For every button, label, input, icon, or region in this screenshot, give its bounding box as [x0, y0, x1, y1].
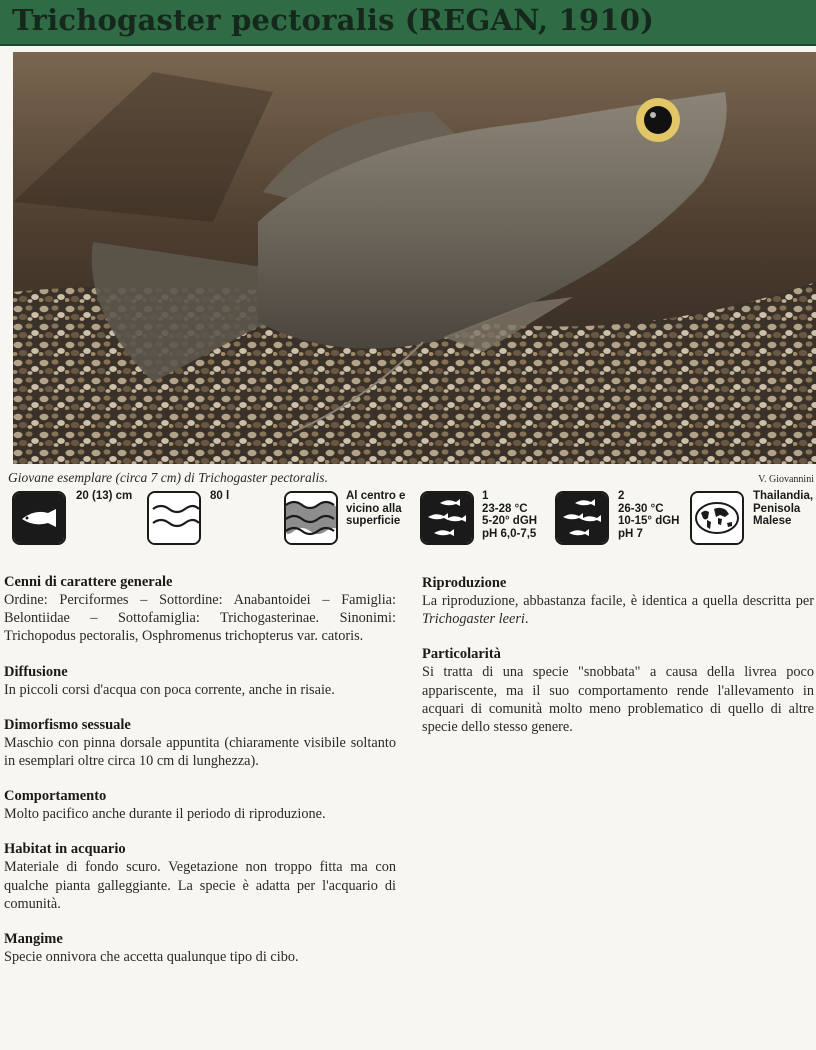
- section-heading: Cenni di carattere generale: [4, 574, 173, 590]
- section-heading: Dimorfismo sessuale: [4, 716, 131, 733]
- section-dimorphism: [4, 716, 396, 770]
- section-reproduction: [422, 574, 814, 628]
- section-text: Molto pacifico anche durante il periodo di riproduzione.: [4, 806, 326, 823]
- info-line: 23-28 °C: [482, 502, 528, 515]
- section-heading: Mangime: [4, 931, 63, 948]
- section-heading: Diffusione: [4, 663, 68, 680]
- section-food: [4, 930, 396, 966]
- species-name: Trichogaster leeri: [422, 611, 525, 628]
- section-heading: Comportamento: [4, 788, 107, 805]
- aquarium-volume-icon: [147, 491, 201, 545]
- section-peculiarities: [422, 645, 814, 736]
- left-column: [4, 573, 396, 983]
- text-suffix: .: [524, 611, 529, 628]
- info-line: 20 (13) cm: [76, 490, 133, 502]
- section-habitat: [4, 840, 396, 913]
- info-line: Thailandia,: [753, 490, 814, 502]
- info-line: 10-15° dGH: [618, 515, 680, 527]
- section-text: Maschio con pinna dorsale appuntita (chiaramente visibile soltanto in esemplari oltre circa 10 cm di lunghezza).: [4, 734, 396, 770]
- title-bar: [0, 0, 816, 46]
- section-text: Specie onnivora che accetta qualunque tipo di cibo.: [4, 949, 299, 966]
- section-text: Ordine: Perciformes – Sottordine: Anabantoidei – Famiglia: Belontiidae – Sottofamiglia: Trichogasterinae. Sinonimi: Trichopodus pectoralis, Osphromenus trichopterus var. catoris.: [4, 592, 396, 645]
- fish-size-info: [76, 490, 132, 503]
- water-condition-2-info: [618, 490, 679, 540]
- section-text: Materiale di fondo scuro. Vegetazione non troppo fitta ma con qualche pianta galleggiante. La specie è adatta per l'acquario di comunità.: [4, 859, 396, 912]
- page-title: Trichogaster pectoralis (REGAN, 1910): [12, 3, 654, 37]
- section-heading: Riproduzione: [422, 575, 507, 591]
- photo-credit: V. Giovannini: [758, 474, 814, 485]
- section-text: [422, 592, 814, 628]
- swimming-zone-info: [346, 490, 405, 528]
- section-behaviour: [4, 787, 396, 823]
- info-line: Penisola: [753, 502, 801, 515]
- info-line: 26-30 °C: [618, 502, 664, 515]
- caption-species: Trichogaster pectoralis: [198, 470, 325, 485]
- water-condition-1-icon: [420, 491, 474, 545]
- fish-photo: [13, 52, 816, 464]
- swimming-zone-icon: [284, 491, 338, 545]
- info-line: pH 6,0-7,5: [482, 527, 537, 540]
- info-line: Malese: [753, 515, 792, 527]
- info-line: 2: [618, 490, 625, 502]
- fish-illustration: [13, 52, 816, 464]
- right-column: [422, 574, 814, 753]
- text-prefix: La riproduzione, abbastanza facile, è identica a quella descritta per: [422, 593, 814, 609]
- section-text: Si tratta di una specie "snobbata" a causa della livrea poco appariscente, ma il suo comportamento rende l'allevamento in acquari di comunità molto meno problematico di quello di altre specie dello stesso genere.: [422, 664, 814, 736]
- caption-prefix: Giovane esemplare (circa 7 cm) di: [8, 470, 199, 485]
- world-map-icon: [690, 491, 744, 545]
- water-condition-2-icon: [555, 491, 609, 545]
- info-line: 1: [482, 490, 489, 502]
- info-line: 5-20° dGH: [482, 515, 538, 527]
- aquarium-volume-info: [210, 490, 229, 503]
- info-line: 80 l: [210, 490, 230, 502]
- section-heading: Particolarità: [422, 646, 501, 663]
- caption-suffix: .: [324, 470, 328, 485]
- section-general: [4, 573, 396, 646]
- section-text: In piccoli corsi d'acqua con poca corrente, anche in risaie.: [4, 681, 335, 698]
- photo-caption: [8, 470, 328, 486]
- info-line: Al centro e: [346, 490, 406, 502]
- distribution-info: [753, 490, 813, 528]
- section-heading: Habitat in acquario: [4, 841, 126, 858]
- info-line: pH 7: [618, 527, 643, 540]
- info-line: superficie: [346, 515, 401, 527]
- info-line: vicino alla: [346, 502, 402, 515]
- section-distribution: [4, 663, 396, 699]
- water-condition-1-info: [482, 490, 537, 540]
- fish-size-icon: [12, 491, 66, 545]
